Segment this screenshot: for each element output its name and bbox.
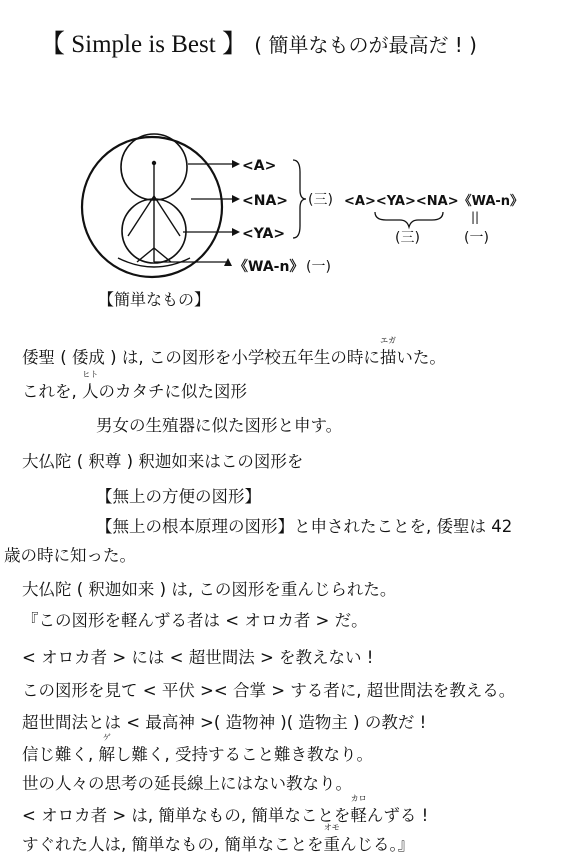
body-line-2: これを, 人 ヒト のカタチに似た図形 xyxy=(22,370,247,401)
label-na: <NA> xyxy=(242,193,289,209)
body-line-11: この図形を見て < 平伏 >< 合掌 > する者に, 超世間法を教える。 xyxy=(22,681,516,700)
ruby-karo: 軽 カロ xyxy=(350,794,367,825)
formula-equals: || xyxy=(471,210,480,224)
arrow-ya-head xyxy=(232,228,240,236)
group-one-label: (一) xyxy=(306,259,331,275)
body-line-3: 男女の生殖器に似た図形と申す。 xyxy=(96,416,343,435)
diagram-caption: 【簡単なもの】 xyxy=(98,290,211,309)
arrow-a-head xyxy=(232,160,240,168)
formula-brace xyxy=(375,212,443,227)
formula-three: (三) xyxy=(395,230,420,246)
body-line-6: 【無上の根本原理の図形】と申されたことを, 倭聖は 42 xyxy=(96,517,513,536)
label-ya: <YA> xyxy=(242,226,286,242)
body-line-12: 超世間法とは < 最高神 >( 造物神 )( 造物主 ) の教だ ! xyxy=(22,713,427,732)
title-sub: ( 簡単なものが最高だ ! ) xyxy=(254,33,477,57)
ruby-omo: 重 オモ xyxy=(323,823,340,854)
symbol-diagram xyxy=(0,0,581,300)
body-line-13: 信じ難く, 解 ゲ し難く, 受持すること難き教なり。 xyxy=(22,733,373,764)
body-line-16: すぐれた人は, 簡単なもの, 簡単なことを重 オモ んじる。』 xyxy=(22,823,415,854)
body-line-1: 倭聖 ( 倭成 ) は, この図形を小学校五年生の時に描 エガ いた。 xyxy=(22,336,446,367)
title-main: 【 Simple is Best 】 xyxy=(40,31,247,58)
ruby-hito: 人 ヒト xyxy=(82,370,99,401)
body-line-5: 【無上の方便の図形】 xyxy=(96,487,261,506)
body-line-9: 『この図形を軽んずる者は < オロカ者 > だ。 xyxy=(22,611,368,630)
group-three-label: (三) xyxy=(308,192,333,208)
body-line-15: < オロカ者 > は, 簡単なもの, 簡単なことを軽 カロ んずる ! xyxy=(22,794,429,825)
label-a: <A> xyxy=(242,158,277,174)
formula: <A><YA><NA>《WA-n》 xyxy=(344,194,524,209)
body-line-10: < オロカ者 > には < 超世間法 > を教えない ! xyxy=(22,648,374,667)
body-line-7: 歳の時に知った。 xyxy=(4,546,136,565)
label-wan: 《WA-n》 xyxy=(234,259,304,275)
arrow-na-head xyxy=(232,195,240,203)
ruby-ge: 解 ゲ xyxy=(98,733,115,764)
body-line-8: 大仏陀 ( 釈迦如来 ) は, この図形を重んじられた。 xyxy=(22,580,397,599)
outer-circle xyxy=(82,137,222,277)
formula-one: (一) xyxy=(464,230,489,246)
body-line-14: 世の人々の思考の延長線上にはない教なり。 xyxy=(22,774,352,793)
body-line-4: 大仏陀 ( 釈尊 ) 釈迦如来はこの図形を xyxy=(22,452,304,471)
label-brace xyxy=(293,160,306,238)
ruby-egaku: 描 エガ xyxy=(379,336,397,367)
